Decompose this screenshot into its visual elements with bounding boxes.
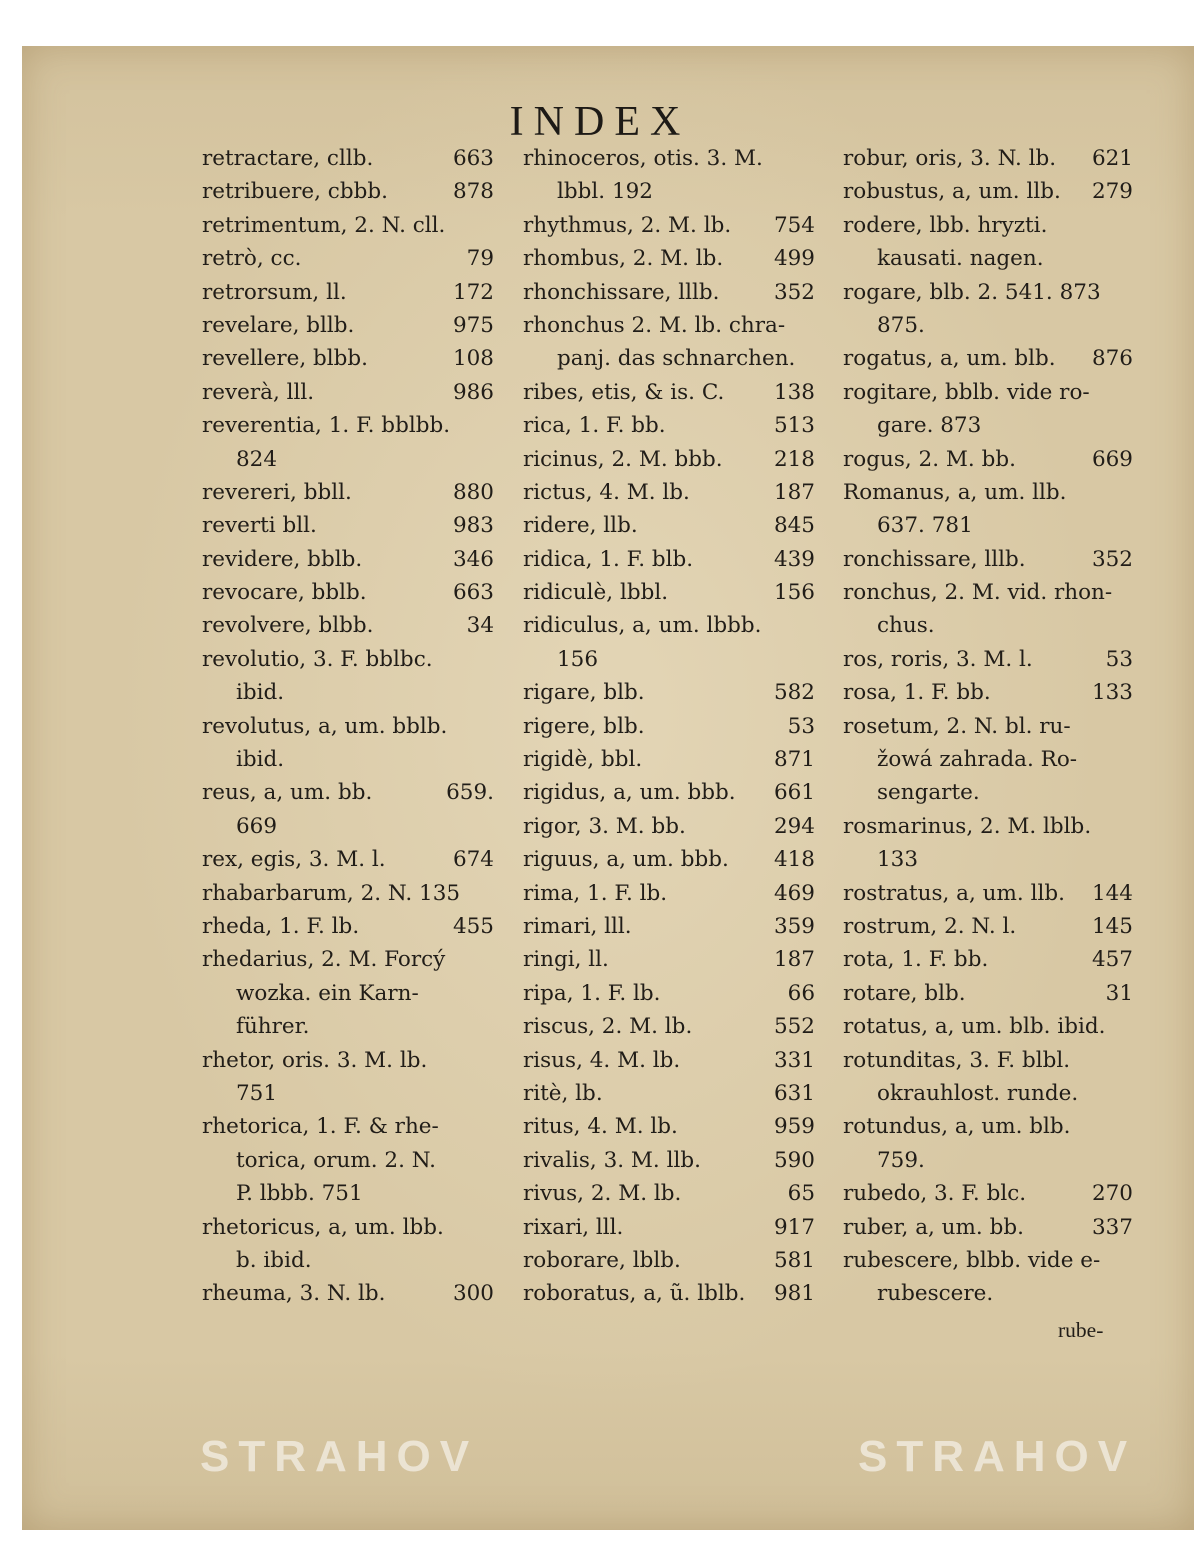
index-entry (843, 714, 1133, 747)
entry-term: reverti bll. (202, 513, 317, 539)
entry-term: rivalis, 3. M. llb. (523, 1147, 701, 1173)
watermark-left: STRAHOV (200, 1432, 479, 1481)
index-entry (523, 1281, 815, 1314)
entry-page-ref: 300 (452, 1281, 494, 1307)
index-entry (523, 613, 815, 646)
entry-page-ref: 674 (452, 847, 494, 873)
entry-term: ibid. (236, 680, 285, 706)
index-continuation-line (202, 680, 494, 713)
index-entry (523, 380, 815, 413)
entry-term: risus, 4. M. lb. (523, 1047, 681, 1073)
index-entry (843, 447, 1133, 480)
entry-page-ref: 663 (452, 146, 494, 171)
index-entry (523, 814, 815, 847)
index-entry (843, 213, 1133, 246)
entry-term: ridiculus, a, um. lbbb. (523, 613, 762, 639)
entry-term: rhombus, 2. M. lb. (523, 246, 724, 272)
index-entry (523, 881, 815, 914)
entry-term: rosmarinus, 2. M. lblb. (843, 813, 1092, 839)
entry-term: 751 (236, 1080, 278, 1106)
entry-term: revellere, blbb. (202, 346, 369, 372)
entry-term: rostratus, a, um. llb. (843, 880, 1065, 906)
index-entry (843, 881, 1133, 914)
entry-term: rhythmus, 2. M. lb. (523, 212, 732, 238)
entry-page-ref: 218 (773, 446, 815, 472)
entry-term: rogus, 2. M. bb. (843, 446, 1016, 472)
entry-term: rogatus, a, um. blb. (843, 346, 1056, 372)
entry-term: Romanus, a, um. llb. (843, 479, 1067, 505)
entry-term: rhinoceros, otis. 3. M. (523, 146, 763, 171)
entry-term: rubescere, blbb. vide e- (843, 1247, 1101, 1273)
index-continuation-line (843, 1081, 1133, 1114)
index-entry (523, 1014, 815, 1047)
entry-term: 637. 781 (877, 513, 973, 539)
index-continuation-line (202, 1148, 494, 1181)
entry-page-ref: 108 (452, 346, 494, 372)
entry-term: rosa, 1. F. bb. (843, 680, 991, 706)
entry-page-ref: 878 (452, 179, 494, 205)
index-entry (523, 1081, 815, 1114)
index-entry (843, 814, 1133, 847)
index-entry (843, 346, 1133, 379)
entry-term: riscus, 2. M. lb. (523, 1014, 693, 1040)
entry-term: rigere, blb. (523, 713, 645, 739)
entry-page-ref: 663 (452, 580, 494, 606)
index-entry (843, 1215, 1133, 1248)
entry-page-ref: 845 (773, 513, 815, 539)
entry-page-ref: 53 (1105, 646, 1133, 672)
index-entry (523, 1248, 815, 1281)
entry-term: ribes, etis, & is. C. (523, 379, 725, 405)
entry-term: rogitare, bblb. vide ro- (843, 379, 1090, 405)
index-entry (523, 714, 815, 747)
entry-term: kausati. nagen. (877, 246, 1044, 272)
index-entry (843, 1014, 1133, 1047)
index-entry (523, 246, 815, 279)
index-entry (202, 179, 494, 212)
index-continuation-line (202, 747, 494, 780)
index-entry (843, 947, 1133, 980)
entry-term: rotare, blb. (843, 980, 966, 1006)
entry-term: rigidè, bbl. (523, 747, 643, 773)
entry-term: rhetor, oris. 3. M. lb. (202, 1047, 428, 1073)
entry-term: retrò, cc. (202, 246, 302, 272)
index-entry (202, 1048, 494, 1081)
entry-page-ref: 346 (452, 546, 494, 572)
index-entry (523, 280, 815, 313)
entry-term: reverentia, 1. F. bblbb. (202, 413, 451, 439)
entry-term: ibid. (236, 747, 285, 773)
entry-term: sengarte. (877, 780, 980, 806)
entry-term: ritè, lb. (523, 1080, 603, 1106)
entry-term: rotunditas, 3. F. blbl. (843, 1047, 1071, 1073)
entry-term: 759. (877, 1147, 925, 1173)
index-entry (202, 547, 494, 580)
index-entry (843, 680, 1133, 713)
entry-page-ref: 294 (773, 813, 815, 839)
entry-term: roborare, lblb. (523, 1247, 681, 1273)
entry-term: okrauhlost. runde. (877, 1080, 1079, 1106)
entry-term: rhetoricus, a, um. lbb. (202, 1214, 444, 1240)
index-entry (202, 647, 494, 680)
index-continuation-line (843, 1148, 1133, 1181)
entry-term: rhedarius, 2. M. Forcý (202, 947, 446, 973)
entry-term: reus, a, um. bb. (202, 780, 373, 806)
index-entry (843, 647, 1133, 680)
index-continuation-line (843, 513, 1133, 546)
entry-term: lbbl. 192 (557, 179, 653, 205)
entry-term: rhabarbarum, 2. N. 135 (202, 880, 461, 906)
index-entry (202, 146, 494, 179)
entry-term: rotundus, a, um. blb. (843, 1114, 1071, 1140)
index-entry (202, 280, 494, 313)
index-continuation-line (843, 780, 1133, 813)
entry-page-ref: 138 (773, 379, 815, 405)
entry-page-ref: 352 (773, 279, 815, 305)
index-entry (843, 146, 1133, 179)
entry-page-ref: 455 (452, 913, 494, 939)
index-continuation-line (843, 613, 1133, 646)
entry-term: rigidus, a, um. bbb. (523, 780, 736, 806)
entry-term: rima, 1. F. lb. (523, 880, 668, 906)
entry-page-ref: 34 (466, 613, 494, 639)
index-entry (202, 413, 494, 446)
entry-term: retractare, cllb. (202, 146, 374, 171)
index-continuation-line (202, 447, 494, 480)
entry-term: revolutio, 3. F. bblbc. (202, 646, 433, 672)
entry-term: rhetorica, 1. F. & rhe- (202, 1114, 439, 1140)
entry-page-ref: 352 (1091, 546, 1133, 572)
entry-term: rigare, blb. (523, 680, 645, 706)
index-continuation-line (202, 1081, 494, 1114)
entry-term: rigor, 3. M. bb. (523, 813, 686, 839)
index-entry (843, 1114, 1133, 1147)
entry-term: reverà, lll. (202, 379, 315, 405)
entry-page-ref: 975 (452, 312, 494, 338)
entry-page-ref: 418 (773, 847, 815, 873)
entry-page-ref: 439 (773, 546, 815, 572)
index-entry (523, 1114, 815, 1147)
index-entry (523, 847, 815, 880)
entry-page-ref: 582 (773, 680, 815, 706)
entry-term: rex, egis, 3. M. l. (202, 847, 386, 873)
index-entry (202, 847, 494, 880)
entry-page-ref: 337 (1091, 1214, 1133, 1240)
index-entry (202, 246, 494, 279)
entry-page-ref: 661 (773, 780, 815, 806)
index-entry (843, 280, 1133, 313)
entry-term: ripa, 1. F. lb. (523, 980, 661, 1006)
index-entry (843, 1181, 1133, 1214)
entry-term: P. lbbb. 751 (236, 1181, 363, 1207)
entry-page-ref: 457 (1091, 947, 1133, 973)
index-entry (523, 447, 815, 480)
index-entry (843, 981, 1133, 1014)
entry-page-ref: 981 (773, 1281, 815, 1307)
entry-page-ref: 172 (452, 279, 494, 305)
entry-page-ref: 983 (452, 513, 494, 539)
entry-term: ridica, 1. F. blb. (523, 546, 694, 572)
entry-page-ref: 621 (1091, 146, 1133, 171)
index-entry (523, 313, 815, 346)
index-entry (202, 1114, 494, 1147)
index-continuation-line (202, 814, 494, 847)
index-entry (843, 480, 1133, 513)
index-entry (843, 580, 1133, 613)
index-entry (843, 380, 1133, 413)
entry-term: retrorsum, ll. (202, 279, 347, 305)
entry-term: führer. (236, 1014, 310, 1040)
entry-term: revocare, bblb. (202, 580, 367, 606)
index-entry (202, 480, 494, 513)
entry-term: rogare, blb. 2. 541. 873 (843, 279, 1101, 305)
entry-page-ref: 331 (773, 1047, 815, 1073)
entry-page-ref: 53 (787, 713, 815, 739)
index-entry (843, 1048, 1133, 1081)
entry-page-ref: 876 (1091, 346, 1133, 372)
entry-page-ref: 871 (773, 747, 815, 773)
entry-term: ruber, a, um. bb. (843, 1214, 1024, 1240)
entry-page-ref: 79 (466, 246, 494, 272)
entry-term: revelare, bllb. (202, 312, 355, 338)
index-entry (202, 1215, 494, 1248)
entry-term: rixari, lll. (523, 1214, 624, 1240)
index-entry (202, 947, 494, 980)
index-entry (523, 1215, 815, 1248)
entry-page-ref: 65 (787, 1181, 815, 1207)
index-entry (523, 580, 815, 613)
index-entry (202, 580, 494, 613)
index-entry (523, 1181, 815, 1214)
index-entry (202, 780, 494, 813)
entry-term: 133 (877, 847, 919, 873)
catchword: rube- (1058, 1318, 1104, 1342)
entry-page-ref: 145 (1091, 913, 1133, 939)
index-entry (202, 613, 494, 646)
index-entry (202, 714, 494, 747)
entry-page-ref: 659. (446, 780, 494, 806)
index-entry (523, 780, 815, 813)
index-continuation-line (843, 413, 1133, 446)
index-continuation-line (202, 1181, 494, 1214)
entry-page-ref: 917 (773, 1214, 815, 1240)
entry-term: chus. (877, 613, 935, 639)
entry-page-ref: 133 (1091, 680, 1133, 706)
index-entry (202, 346, 494, 379)
index-continuation-line (843, 246, 1133, 279)
index-column-3 (843, 146, 1133, 1315)
index-entry (523, 547, 815, 580)
entry-page-ref: 581 (773, 1247, 815, 1273)
entry-term: ridere, llb. (523, 513, 638, 539)
entry-page-ref: 66 (787, 980, 815, 1006)
index-continuation-line (523, 647, 815, 680)
entry-term: rheda, 1. F. lb. (202, 913, 360, 939)
index-entry (523, 747, 815, 780)
entry-term: rimari, lll. (523, 913, 632, 939)
entry-page-ref: 986 (452, 379, 494, 405)
entry-page-ref: 552 (773, 1014, 815, 1040)
index-entry (202, 914, 494, 947)
entry-term: rota, 1. F. bb. (843, 947, 989, 973)
index-entry (843, 179, 1133, 212)
entry-term: žowá zahrada. Ro- (877, 747, 1078, 773)
entry-page-ref: 959 (773, 1114, 815, 1140)
index-continuation-line (843, 747, 1133, 780)
entry-page-ref: 359 (773, 913, 815, 939)
index-entry (202, 213, 494, 246)
entry-term: 824 (236, 446, 278, 472)
entry-term: ritus, 4. M. lb. (523, 1114, 678, 1140)
index-entry (202, 513, 494, 546)
index-entry (523, 1048, 815, 1081)
index-entry (843, 914, 1133, 947)
index-entry (202, 881, 494, 914)
entry-term: revereri, bbll. (202, 479, 352, 505)
entry-term: rubedo, 3. F. blc. (843, 1181, 1027, 1207)
index-entry (523, 947, 815, 980)
index-column-2 (523, 146, 815, 1315)
entry-term: rodere, lbb. hryzti. (843, 212, 1048, 238)
entry-term: ronchissare, lllb. (843, 546, 1026, 572)
index-entry (523, 680, 815, 713)
index-continuation-line (843, 313, 1133, 346)
index-entry (523, 213, 815, 246)
entry-term: revolvere, blbb. (202, 613, 374, 639)
index-entry (202, 1281, 494, 1314)
entry-term: rhonchus 2. M. lb. chra- (523, 312, 786, 338)
index-entry (523, 513, 815, 546)
entry-page-ref: 31 (1105, 980, 1133, 1006)
entry-term: robustus, a, um. llb. (843, 179, 1061, 205)
entry-term: gare. 873 (877, 413, 982, 439)
entry-page-ref: 590 (773, 1147, 815, 1173)
entry-term: ricinus, 2. M. bbb. (523, 446, 723, 472)
entry-page-ref: 187 (773, 947, 815, 973)
entry-page-ref: 631 (773, 1080, 815, 1106)
index-continuation-line (523, 179, 815, 212)
entry-term: robur, oris, 3. N. lb. (843, 146, 1057, 171)
entry-page-ref: 499 (773, 246, 815, 272)
entry-term: rubescere. (877, 1281, 994, 1307)
entry-term: ringi, ll. (523, 947, 609, 973)
entry-term: wozka. ein Karn- (236, 980, 419, 1006)
index-entry (523, 981, 815, 1014)
entry-term: ronchus, 2. M. vid. rhon- (843, 580, 1113, 606)
watermark-right: STRAHOV (858, 1432, 1137, 1481)
entry-page-ref: 880 (452, 479, 494, 505)
index-continuation-line (843, 1281, 1133, 1314)
entry-term: b. ibid. (236, 1247, 312, 1273)
entry-term: 875. (877, 312, 925, 338)
index-entry (843, 1248, 1133, 1281)
entry-page-ref: 144 (1091, 880, 1133, 906)
entry-term: 669 (236, 813, 278, 839)
entry-page-ref: 270 (1091, 1181, 1133, 1207)
index-continuation-line (202, 981, 494, 1014)
entry-page-ref: 754 (773, 212, 815, 238)
index-continuation-line (843, 847, 1133, 880)
index-entry (202, 380, 494, 413)
entry-term: revolutus, a, um. bblb. (202, 713, 448, 739)
entry-page-ref: 469 (773, 880, 815, 906)
entry-term: rosetum, 2. N. bl. ru- (843, 713, 1071, 739)
entry-term: ros, roris, 3. M. l. (843, 646, 1033, 672)
entry-term: roboratus, a, ũ. lblb. (523, 1281, 746, 1307)
entry-page-ref: 513 (773, 413, 815, 439)
entry-page-ref: 669 (1091, 446, 1133, 472)
index-entry (523, 413, 815, 446)
entry-term: rica, 1. F. bb. (523, 413, 666, 439)
entry-page-ref: 279 (1091, 179, 1133, 205)
index-entry (523, 146, 815, 179)
entry-term: retrimentum, 2. N. cll. (202, 212, 446, 238)
index-column-1 (202, 146, 494, 1315)
entry-term: panj. das schnarchen. (557, 346, 796, 372)
entry-term: rheuma, 3. N. lb. (202, 1281, 386, 1307)
index-entry (523, 1148, 815, 1181)
entry-term: torica, orum. 2. N. (236, 1147, 437, 1173)
page-title: INDEX (509, 99, 691, 145)
index-entry (202, 313, 494, 346)
entry-page-ref: 187 (773, 479, 815, 505)
entry-term: riguus, a, um. bbb. (523, 847, 729, 873)
index-entry (843, 547, 1133, 580)
entry-term: retribuere, cbbb. (202, 179, 388, 205)
index-entry (523, 914, 815, 947)
entry-term: rictus, 4. M. lb. (523, 479, 690, 505)
index-continuation-line (202, 1248, 494, 1281)
entry-term: revidere, bblb. (202, 546, 363, 572)
entry-term: rivus, 2. M. lb. (523, 1181, 682, 1207)
entry-term: ridiculè, lbbl. (523, 580, 669, 606)
entry-term: rotatus, a, um. blb. ibid. (843, 1014, 1106, 1040)
entry-term: rostrum, 2. N. l. (843, 913, 1017, 939)
entry-term: rhonchissare, lllb. (523, 279, 720, 305)
index-continuation-line (202, 1014, 494, 1047)
index-entry (523, 480, 815, 513)
entry-page-ref: 156 (773, 580, 815, 606)
entry-term: 156 (557, 646, 599, 672)
index-continuation-line (523, 346, 815, 379)
